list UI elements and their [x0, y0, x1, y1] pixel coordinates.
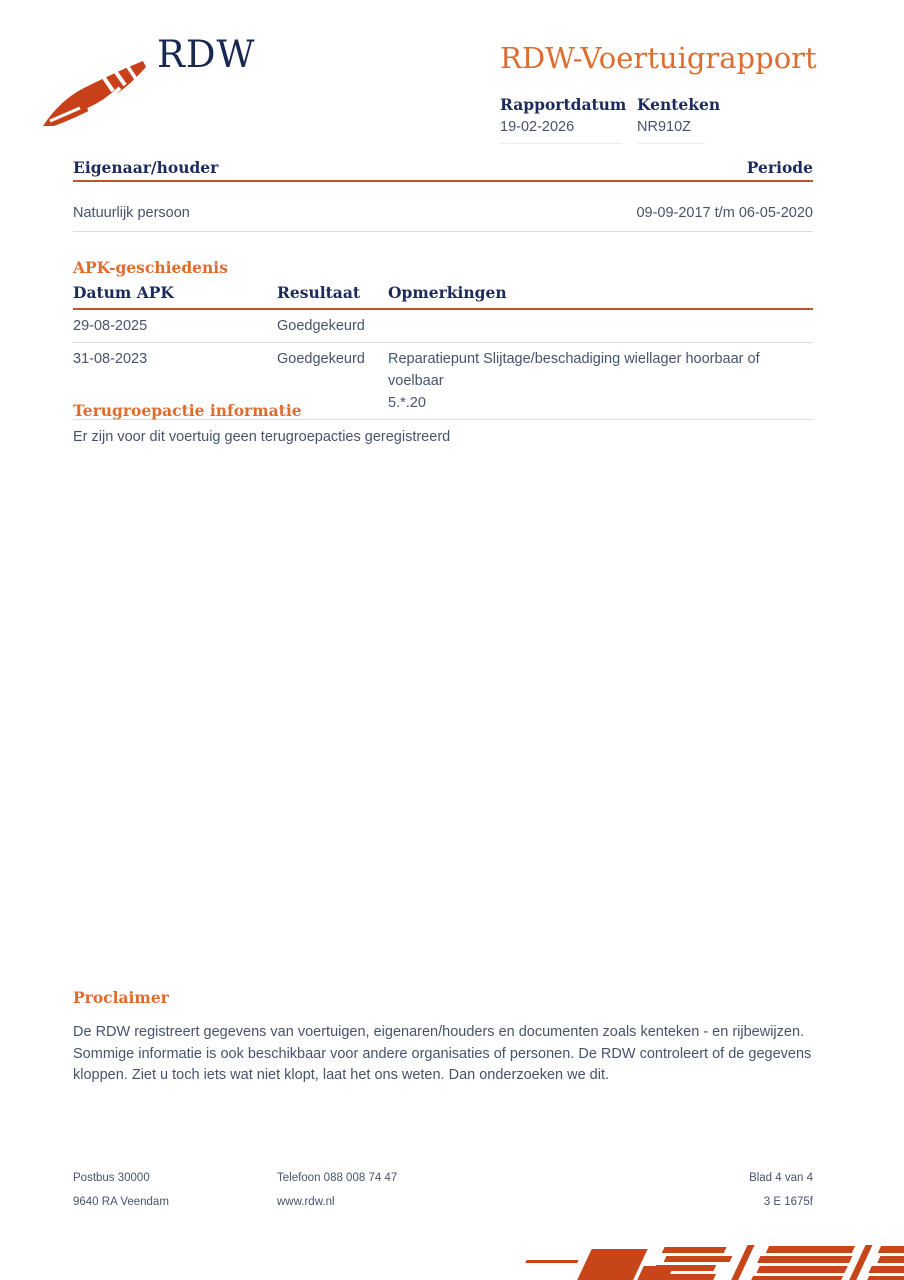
page-title: RDW-Voertuigrapport: [500, 41, 817, 75]
speed-stripes-graphic: [520, 1244, 904, 1280]
footer-city: 9640 RA Veendam: [73, 1196, 169, 1208]
report-date-value: 19-02-2026: [500, 119, 575, 135]
divider: [500, 143, 622, 144]
recall-section: [73, 401, 813, 449]
apk-result-cell: Goedgekeurd: [277, 318, 365, 334]
rdw-wordmark: RDW: [157, 33, 256, 76]
page-footer: [73, 1166, 813, 1214]
apk-date-cell: 29-08-2025: [73, 318, 148, 334]
column-header-opmerkingen: Opmerkingen: [388, 283, 507, 302]
footer-page-indicator: Blad 4 van 4: [749, 1172, 813, 1184]
footer-phone: Telefoon 088 008 74 47: [277, 1172, 398, 1184]
column-header-resultaat: Resultaat: [277, 283, 361, 302]
divider: [637, 143, 705, 144]
license-plate-field: [637, 96, 820, 144]
apk-history-section: [73, 258, 813, 420]
footer-meta-column: [749, 1166, 813, 1214]
footer-contact-column: [277, 1166, 749, 1214]
apk-remarks-cell: [388, 310, 813, 342]
rdw-feather-logo-icon: [40, 52, 150, 132]
apk-table-header: [73, 281, 813, 306]
footer-postbus: Postbus 30000: [73, 1172, 150, 1184]
apk-section-heading: APK-geschiedenis: [73, 258, 228, 277]
footer-website: www.rdw.nl: [277, 1196, 335, 1208]
license-plate-label: Kenteken: [637, 95, 721, 114]
owner-row: [73, 182, 813, 231]
proclaimer-body: [73, 1022, 813, 1087]
proclaimer-section: [73, 988, 813, 1087]
remark-line: 5.*.20: [388, 395, 426, 411]
remark-line: Reparatiepunt Slijtage/beschadiging wiellager hoorbaar of voelbaar: [388, 351, 760, 389]
table-row: [73, 310, 813, 343]
report-date-label: Rapportdatum: [500, 95, 627, 114]
owner-section-heading: Eigenaar/houder: [73, 158, 219, 177]
proclaimer-heading: Proclaimer: [73, 988, 169, 1007]
owner-section: [73, 158, 813, 232]
apk-date-cell: 31-08-2023: [73, 351, 148, 367]
period-heading: Periode: [746, 158, 813, 177]
footer-doc-code: 3 E 1675f: [763, 1196, 813, 1208]
apk-result-cell: Goedgekeurd: [277, 351, 365, 367]
period-value: 09-09-2017 t/m 06-05-2020: [636, 205, 813, 221]
report-header: [500, 42, 820, 144]
footer-address-column: [73, 1166, 277, 1214]
proclaimer-line: Sommige informatie is ook beschikbaar voor andere organisaties of personen. De RDW controleert of de gegevens: [73, 1045, 812, 1062]
column-header-datum: Datum APK: [73, 283, 174, 302]
proclaimer-line: De RDW registreert gegevens van voertuigen, eigenaren/houders en documenten zoals kenteken - en rijbewijzen.: [73, 1024, 805, 1040]
apk-table: [73, 281, 813, 420]
proclaimer-line: kloppen. Ziet u toch iets wat niet klopt, laat het ons weten. Dan onderzoeken we dit.: [73, 1067, 610, 1083]
recall-section-heading: Terugroepactie informatie: [73, 401, 302, 420]
license-plate-value: NR910Z: [637, 119, 691, 135]
recall-section-body: Er zijn voor dit voertuig geen terugroepacties geregistreerd: [73, 429, 451, 445]
owner-type-value: Natuurlijk persoon: [73, 205, 190, 221]
divider: [73, 231, 813, 232]
report-date-field: [500, 96, 637, 144]
